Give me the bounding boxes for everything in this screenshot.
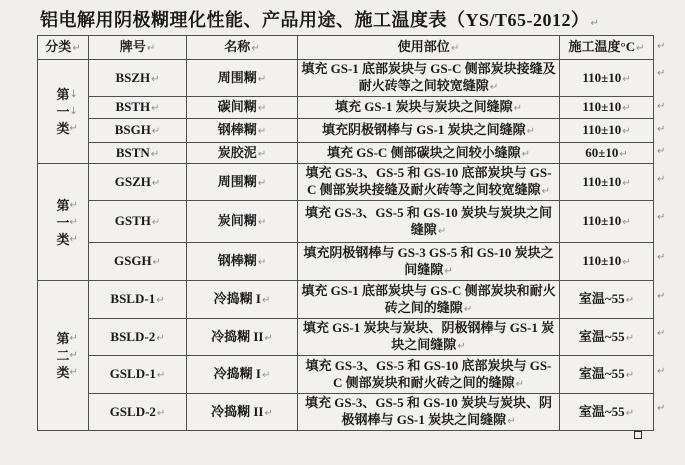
cell-brand: GSLD-2↵ [89, 394, 187, 431]
paragraph-mark: ↵ [257, 217, 267, 228]
paragraph-mark: ↵ [156, 370, 166, 381]
cell-name: 碳间糊↵ [187, 97, 298, 119]
row-end-mark: ↵ [657, 403, 666, 414]
row-end-mark: ↵ [657, 41, 666, 52]
cell-name: 周围糊↵ [187, 60, 298, 97]
paragraph-mark: ↵ [625, 332, 635, 344]
cell-temp: 室温~55↵ [560, 319, 654, 356]
row-end-mark: ↵ [657, 366, 666, 377]
paragraph-mark: ↵ [622, 177, 631, 189]
paragraph-mark: ↵ [152, 257, 161, 268]
category-cell-group1: 第 ↓ 一 ↓ 类 ↵ [38, 60, 89, 164]
cell-brand: GSTH↵ [89, 201, 187, 243]
table-row [38, 119, 654, 143]
cell-name: 炭间糊↵ [187, 201, 298, 243]
paragraph-mark: ↵ [541, 186, 551, 197]
table-row [38, 319, 654, 356]
cell-temp: 室温~55↵ [560, 281, 654, 319]
paste-properties-table [37, 35, 654, 431]
cell-temp: 60±10↵ [560, 143, 654, 164]
cell-name: 炭胶泥↵ [187, 143, 298, 164]
paragraph-mark: ↵ [619, 148, 628, 160]
paragraph-mark: ↵ [156, 332, 165, 344]
paragraph-mark: ↵ [261, 295, 271, 306]
column-header-usage: 使用部位↵ [298, 36, 560, 60]
paragraph-mark: ↵ [151, 73, 160, 85]
paragraph-mark: ↵ [69, 350, 78, 361]
cell-temp: 110±10↵ [560, 201, 654, 243]
paragraph-mark: ↵ [457, 341, 466, 352]
paragraph-mark: ↵ [251, 43, 260, 54]
paragraph-mark: ↵ [151, 126, 161, 137]
table-row [38, 281, 654, 319]
paragraph-mark: ↵ [156, 407, 166, 419]
row-end-mark: ↵ [657, 146, 666, 157]
cell-temp: 110±10↵ [560, 119, 654, 143]
cell-brand: GSLD-1↵ [89, 356, 187, 394]
paragraph-mark: ↵ [261, 370, 271, 381]
cell-brand: BSTN↵ [89, 143, 187, 164]
row-end-mark: ↵ [657, 212, 666, 223]
linebreak-mark: ↓ [69, 106, 78, 117]
row-end-mark: ↵ [657, 101, 666, 112]
paragraph-mark: ↵ [489, 82, 499, 93]
paragraph-mark: ↵ [521, 148, 530, 160]
cell-usage: 填充阴极钢棒与 GS-3 GS-5 和 GS-10 炭块之间缝隙↵ [298, 243, 560, 281]
cell-name: 周围糊↵ [187, 164, 298, 201]
paragraph-mark: ↵ [622, 217, 631, 228]
cell-usage: 填充 GS-C 侧部碳块之间较小缝隙↵ [298, 143, 560, 164]
cell-temp: 110±10↵ [560, 243, 654, 281]
row-end-mark: ↵ [657, 124, 666, 135]
row-end-mark: ↵ [657, 291, 666, 302]
cell-name: 钢棒糊↵ [187, 243, 298, 281]
cell-usage: 填充 GS-1 炭块与炭块、阴极钢棒与 GS-1 炭块之间缝隙↵ [298, 319, 560, 356]
cell-brand: BSGH↵ [89, 119, 187, 143]
paragraph-mark: ↵ [69, 233, 78, 245]
paragraph-mark: ↵ [636, 43, 645, 54]
cell-brand: BSLD-2↵ [89, 319, 187, 356]
cell-temp: 110±10↵ [560, 164, 654, 201]
cell-temp: 110±10↵ [560, 60, 654, 97]
paragraph-mark: ↵ [69, 123, 78, 134]
paragraph-mark: ↵ [463, 303, 473, 315]
paragraph-mark: ↵ [622, 73, 631, 85]
paragraph-mark: ↵ [156, 295, 165, 306]
paragraph-mark: ↵ [513, 103, 523, 114]
column-header-temperature: 施工温度°C↵ [560, 36, 654, 60]
table-row [38, 243, 654, 281]
paragraph-mark: ↵ [150, 148, 160, 160]
cell-brand: GSGH↵ [89, 243, 187, 281]
row-end-mark: ↵ [657, 252, 666, 263]
cell-usage: 填充 GS-1 底部炭块与 GS-C 侧部炭块和耐火砖之间的缝隙↵ [298, 281, 560, 319]
end-of-table-marker [634, 431, 642, 439]
table-row [38, 394, 654, 431]
paragraph-mark: ↵ [437, 225, 447, 237]
paragraph-mark: ↵ [69, 367, 78, 378]
cell-name: 冷捣糊 I↵ [187, 281, 298, 319]
cell-usage: 填充 GS-3、GS-5 和 GS-10 底部炭块与 GS-C 侧部炭块和耐火砖之间的缝隙↵ [298, 356, 560, 394]
paragraph-mark: ↵ [151, 217, 161, 228]
paragraph-mark: ↵ [257, 148, 267, 160]
cell-temp: 室温~55↵ [560, 394, 654, 431]
table-row [38, 164, 654, 201]
paragraph-mark: ↵ [444, 265, 453, 277]
column-header-category: 分类↵ [38, 36, 89, 60]
cell-brand: BSTH↵ [89, 97, 187, 119]
paragraph-mark: ↵ [264, 332, 273, 344]
paragraph-mark: ↵ [151, 103, 160, 114]
row-end-mark: ↵ [657, 174, 666, 185]
paragraph-mark: ↵ [625, 295, 635, 306]
cell-temp: 110±10↵ [560, 97, 654, 119]
paragraph-mark: ↵ [507, 416, 516, 427]
cell-brand: GSZH↵ [89, 164, 187, 201]
cell-usage: 填充 GS-1 底部炭块与 GS-C 侧部炭块接缝及耐火砖等之间较宽缝隙↵ [298, 60, 560, 97]
cell-name: 冷捣糊 I↵ [187, 356, 298, 394]
table-row [38, 143, 654, 164]
paragraph-mark: ↵ [526, 126, 536, 137]
cell-usage: 填充 GS-3、GS-5 和 GS-10 底部炭块与 GS-C 侧部炭块接缝及耐火砖等之间较宽缝隙↵ [298, 164, 560, 201]
table-row [38, 356, 654, 394]
row-end-mark: ↵ [657, 328, 666, 339]
cell-usage: 填充 GS-3、GS-5 和 GS-10 炭块与炭块、阴极钢棒与 GS-1 炭块之间缝隙↵ [298, 394, 560, 431]
header-row [38, 36, 654, 60]
paragraph-mark: ↵ [515, 378, 525, 390]
category-cell-group2: 第 ↵ 一 ↵ 类 ↵ [38, 164, 89, 281]
table-row [38, 201, 654, 243]
paragraph-mark: ↵ [625, 407, 635, 419]
page-title [40, 6, 680, 32]
cell-temp: 室温~55↵ [560, 356, 654, 394]
cell-name: 冷捣糊 II↵ [187, 319, 298, 356]
category-cell-group3: 第 ↵ 二 ↵ 类 ↵ [38, 281, 89, 431]
paragraph-mark: ↵ [257, 257, 267, 268]
linebreak-mark: ↓ [69, 89, 78, 100]
paragraph-mark: ↵ [264, 407, 273, 419]
paragraph-mark: ↵ [69, 216, 78, 228]
paragraph-mark: ↵ [257, 126, 267, 137]
paragraph-mark: ↵ [69, 333, 78, 344]
cell-usage: 填充 GS-3、GS-5 和 GS-10 炭块与炭块之间缝隙↵ [298, 201, 560, 243]
paragraph-mark: ↵ [257, 73, 267, 85]
paragraph-mark: ↵ [146, 43, 156, 54]
paragraph-mark: ↵ [72, 43, 81, 54]
table-row [38, 97, 654, 119]
paragraph-mark: ↵ [625, 370, 635, 381]
cell-brand: BSLD-1↵ [89, 281, 187, 319]
row-end-mark: ↵ [657, 68, 666, 79]
column-header-brand: 牌号↵ [89, 36, 187, 60]
cell-usage: 填充阴极钢棒与 GS-1 炭块之间缝隙↵ [298, 119, 560, 143]
paragraph-mark: ↵ [590, 18, 600, 29]
paragraph-mark: ↵ [151, 177, 161, 189]
page-title-text: 铝电解用阴极糊理化性能、产品用途、施工温度表（YS/T65-2012） [40, 10, 590, 30]
cell-brand: BSZH↵ [89, 60, 187, 97]
paragraph-mark: ↵ [257, 103, 267, 114]
paragraph-mark: ↵ [257, 177, 267, 189]
paragraph-mark: ↵ [69, 199, 78, 211]
cell-name: 钢棒糊↵ [187, 119, 298, 143]
cell-usage: 填充 GS-1 炭块与炭块之间缝隙↵ [298, 97, 560, 119]
cell-name: 冷捣糊 II↵ [187, 394, 298, 431]
paragraph-mark: ↵ [450, 43, 460, 54]
table-row [38, 60, 654, 97]
column-header-name: 名称↵ [187, 36, 298, 60]
paragraph-mark: ↵ [622, 257, 631, 268]
paragraph-mark: ↵ [622, 126, 631, 137]
paragraph-mark: ↵ [622, 103, 631, 114]
